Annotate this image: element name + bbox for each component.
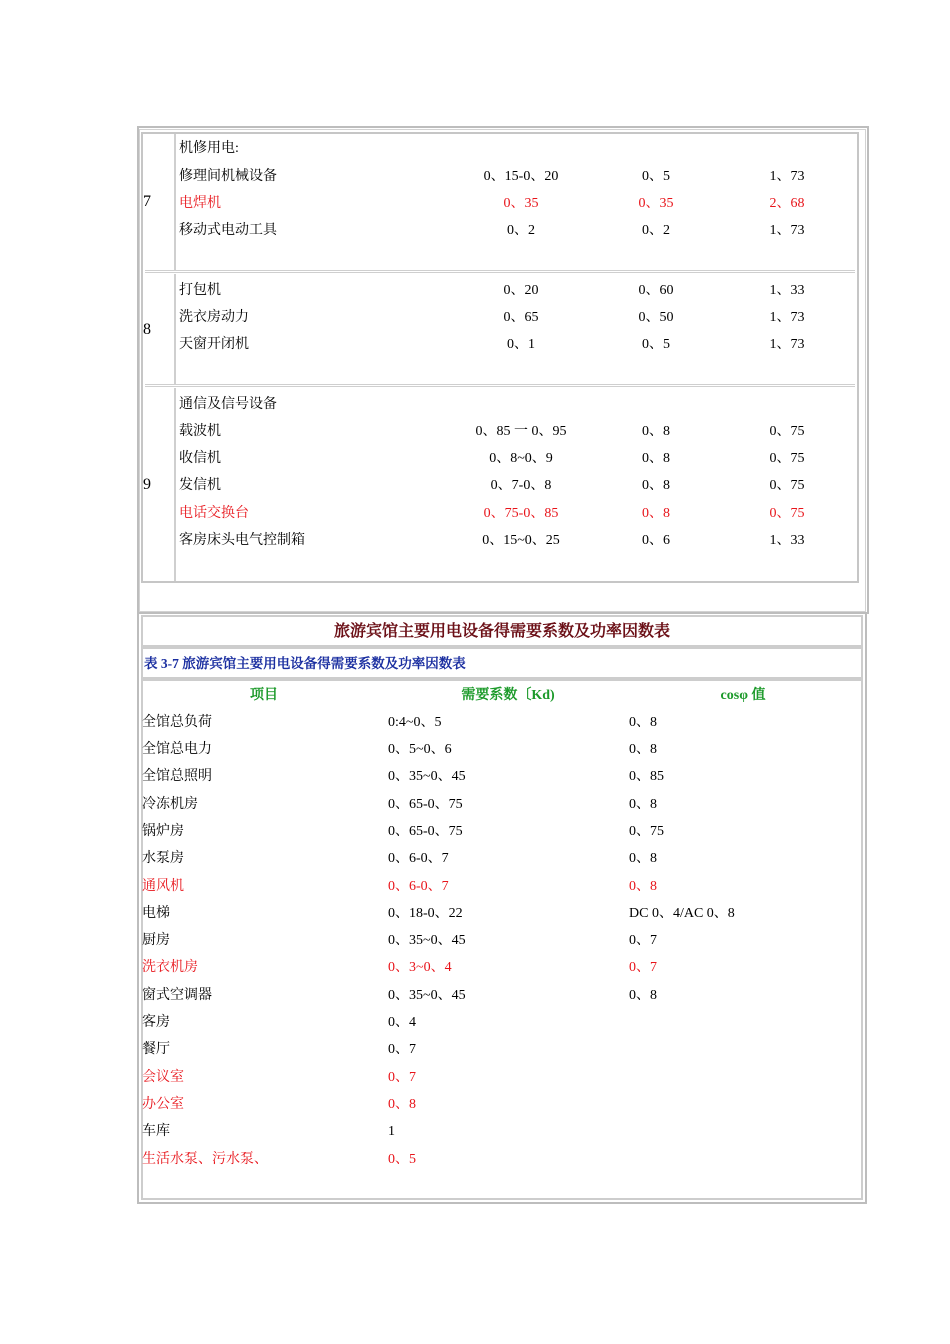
table2-body [141, 679, 863, 1200]
cos-value: 0、8 [629, 797, 657, 812]
kd-value: 1 [388, 1124, 395, 1139]
cos-value: 0、8 [629, 715, 657, 730]
kd-value: 0、15~0、25 [482, 533, 560, 548]
tan-value: 1、33 [769, 283, 805, 298]
item-name: 冷冻机房 [142, 797, 198, 812]
cos-value: 0、8 [629, 742, 657, 757]
tan-value: 1、73 [769, 337, 805, 352]
kd-value: 0、35 [503, 196, 539, 211]
kd-value: 0、7 [388, 1070, 416, 1085]
group-index-7: 7 [143, 193, 151, 210]
cos-value: 0、7 [629, 933, 657, 948]
item-name: 车库 [142, 1124, 170, 1139]
item-name: 办公室 [142, 1097, 184, 1112]
cos-value: 0、35 [638, 196, 674, 211]
item-name: 会议室 [142, 1070, 184, 1085]
item-name: 电话交换台 [179, 506, 249, 521]
item-name: 通信及信号设备 [179, 397, 277, 412]
cos-value: 0、8 [642, 424, 670, 439]
column-divider [174, 134, 176, 270]
cos-value: 0、6 [642, 533, 670, 548]
column-divider [174, 388, 176, 581]
cos-value: 0、5 [642, 337, 670, 352]
kd-value: 0、65 [503, 310, 539, 325]
kd-value: 0、35~0、45 [388, 933, 466, 948]
tan-value: 0、75 [769, 451, 805, 466]
tan-value: 1、33 [769, 533, 805, 548]
group-index-9: 9 [143, 476, 151, 493]
item-name: 水泵房 [142, 851, 184, 866]
kd-value: 0、8~0、9 [489, 451, 553, 466]
row-divider [145, 270, 855, 273]
cos-value: 0、5 [642, 169, 670, 184]
kd-value: 0、8 [388, 1097, 416, 1112]
cos-value: 0、60 [638, 283, 674, 298]
header-kd: 需要系数〔Kd) [461, 688, 555, 703]
item-name: 客房 [142, 1015, 170, 1030]
kd-value: 0:4~0、5 [388, 715, 442, 730]
item-name: 厨房 [142, 933, 170, 948]
item-name: 洗衣机房 [142, 960, 198, 975]
cos-value: 0、7 [629, 960, 657, 975]
kd-value: 0、15-0、20 [483, 169, 559, 184]
item-name: 全馆总照明 [142, 769, 212, 784]
item-name: 移动式电动工具 [179, 223, 277, 238]
header-item: 项目 [250, 688, 278, 703]
cos-value: 0、8 [642, 506, 670, 521]
cos-value: 0、2 [642, 223, 670, 238]
item-name: 锅炉房 [142, 824, 184, 839]
item-name: 生活水泵、污水泵、 [142, 1152, 268, 1167]
item-name: 全馆总负荷 [142, 715, 212, 730]
kd-value: 0、35~0、45 [388, 769, 466, 784]
cos-value: 0、8 [629, 851, 657, 866]
kd-value: 0、1 [507, 337, 535, 352]
kd-value: 0、6-0、7 [388, 851, 449, 866]
kd-value: 0、7-0、8 [490, 478, 552, 493]
tan-value: 1、73 [769, 223, 805, 238]
row-divider [145, 384, 855, 387]
item-name: 载波机 [179, 424, 221, 439]
kd-value: 0、7 [388, 1042, 416, 1057]
cos-value: 0、75 [629, 824, 664, 839]
kd-value: 0、65-0、75 [388, 797, 463, 812]
kd-value: 0、35~0、45 [388, 988, 466, 1003]
cos-value: 0、50 [638, 310, 674, 325]
kd-value: 0、4 [388, 1015, 416, 1030]
kd-value: 0、85 一 0、95 [475, 424, 567, 439]
cos-value: 0、8 [629, 988, 657, 1003]
item-name: 收信机 [179, 451, 221, 466]
tan-value: 1、73 [769, 169, 805, 184]
item-name: 洗衣房动力 [179, 310, 249, 325]
item-name: 全馆总电力 [142, 742, 212, 757]
cos-value: DC 0、4/AC 0、8 [629, 906, 735, 921]
item-name: 机修用电: [179, 141, 239, 156]
kd-value: 0、6-0、7 [388, 879, 449, 894]
item-name: 电焊机 [179, 196, 221, 211]
table2-title-row [141, 615, 863, 647]
item-name: 电梯 [142, 906, 170, 921]
tan-value: 0、75 [769, 506, 805, 521]
item-name: 打包机 [179, 283, 221, 298]
tan-value: 0、75 [769, 478, 805, 493]
item-name: 修理间机械设备 [179, 169, 277, 184]
table-title: 旅游宾馆主要用电设备得需要系数及功率因数表 [333, 623, 670, 640]
kd-value: 0、2 [507, 223, 535, 238]
item-name: 通风机 [142, 879, 184, 894]
kd-value: 0、75-0、85 [483, 506, 559, 521]
kd-value: 0、5 [388, 1152, 416, 1167]
item-name: 天窗开闭机 [179, 337, 249, 352]
table-subtitle: 表 3-7 旅游宾馆主要用电设备得需要系数及功率因数表 [144, 656, 466, 671]
cos-value: 0、85 [629, 769, 664, 784]
cos-value: 0、8 [642, 478, 670, 493]
item-name: 发信机 [179, 478, 221, 493]
kd-value: 0、65-0、75 [388, 824, 463, 839]
item-name: 餐厅 [142, 1042, 170, 1057]
group-index-8: 8 [143, 321, 151, 338]
item-name: 客房床头电气控制箱 [179, 533, 305, 548]
cos-value: 0、8 [642, 451, 670, 466]
kd-value: 0、18-0、22 [388, 906, 463, 921]
kd-value: 0、20 [503, 283, 539, 298]
kd-value: 0、5~0、6 [388, 742, 452, 757]
kd-value: 0、3~0、4 [388, 960, 452, 975]
item-name: 窗式空调器 [142, 988, 212, 1003]
tan-value: 1、73 [769, 310, 805, 325]
tan-value: 0、75 [769, 424, 805, 439]
table2-subtitle-row [141, 647, 863, 679]
header-cos: cosφ 值 [720, 688, 766, 703]
cos-value: 0、8 [629, 879, 657, 894]
tan-value: 2、68 [769, 196, 805, 211]
column-divider [174, 274, 176, 384]
